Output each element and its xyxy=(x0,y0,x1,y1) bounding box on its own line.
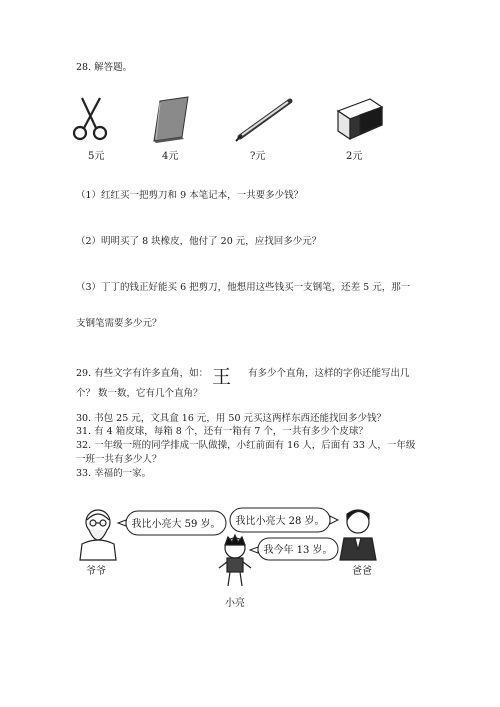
q29-line1-b: 有多少个直角，这样的字你还能写出几 xyxy=(248,368,410,379)
eraser-icon xyxy=(338,99,382,139)
q28-sub3-line2: 支钢笔需要多少元？ xyxy=(76,318,162,329)
grandpa-label: 爷爷 xyxy=(86,566,106,577)
pen-price: ?元 xyxy=(250,151,266,162)
child-bubble-text: 我今年 13 岁。 xyxy=(263,545,333,556)
q28-sub2: （2）明明买了 8 块橡皮，他付了 20 元，应找回多少元？ xyxy=(76,236,322,247)
child-figure xyxy=(219,535,251,586)
eraser-price: 2元 xyxy=(346,151,363,162)
q32-line1: 32. 一年级一班的同学排成一队做操，小红前面有 16 人，后面有 33 人，一年级 xyxy=(76,440,416,451)
notebook-icon xyxy=(154,97,188,143)
q32-line2: 一班一共有多少人？ xyxy=(76,454,162,465)
scissors-price: 5元 xyxy=(88,151,105,162)
q28-sub1: （1）红红买一把剪刀和 9 本笔记本，一共要多少钱？ xyxy=(76,190,304,201)
grandpa-figure xyxy=(80,510,116,560)
notebook-price: 4元 xyxy=(162,151,179,162)
father-label: 爸爸 xyxy=(352,566,372,577)
grandpa-bubble-text: 我比小亮大 59 岁。 xyxy=(131,519,221,530)
father-bubble-text: 我比小亮大 28 岁。 xyxy=(235,516,325,527)
q28-heading: 28. 解答题。 xyxy=(76,62,133,73)
scissors-icon xyxy=(74,98,106,139)
father-figure xyxy=(340,510,376,560)
child-label: 小亮 xyxy=(225,598,245,609)
pen-icon xyxy=(236,101,290,141)
q30-text: 30. 书包 25 元，文具盒 16 元，用 50 元买这两样东西还能找回多少钱？ xyxy=(76,413,387,424)
items-illustration xyxy=(70,95,390,160)
q33-heading: 33. 幸福的一家。 xyxy=(76,468,152,479)
q29-line1-a: 29. 有些文字有许多直角，如： xyxy=(76,368,209,379)
example-character: 王 xyxy=(212,366,232,388)
q31-text: 31. 有 4 箱皮球，每箱 8 个，还有一箱有 7 个，一共有多少个皮球？ xyxy=(76,426,368,437)
q29-line2: 个？ 数一数，它有几个直角？ xyxy=(76,388,203,399)
q28-sub3-line1: （3）丁丁的钱正好能买 6 把剪刀，他想用这些钱买一支钢笔，还差 5 元，那一 xyxy=(76,282,411,293)
